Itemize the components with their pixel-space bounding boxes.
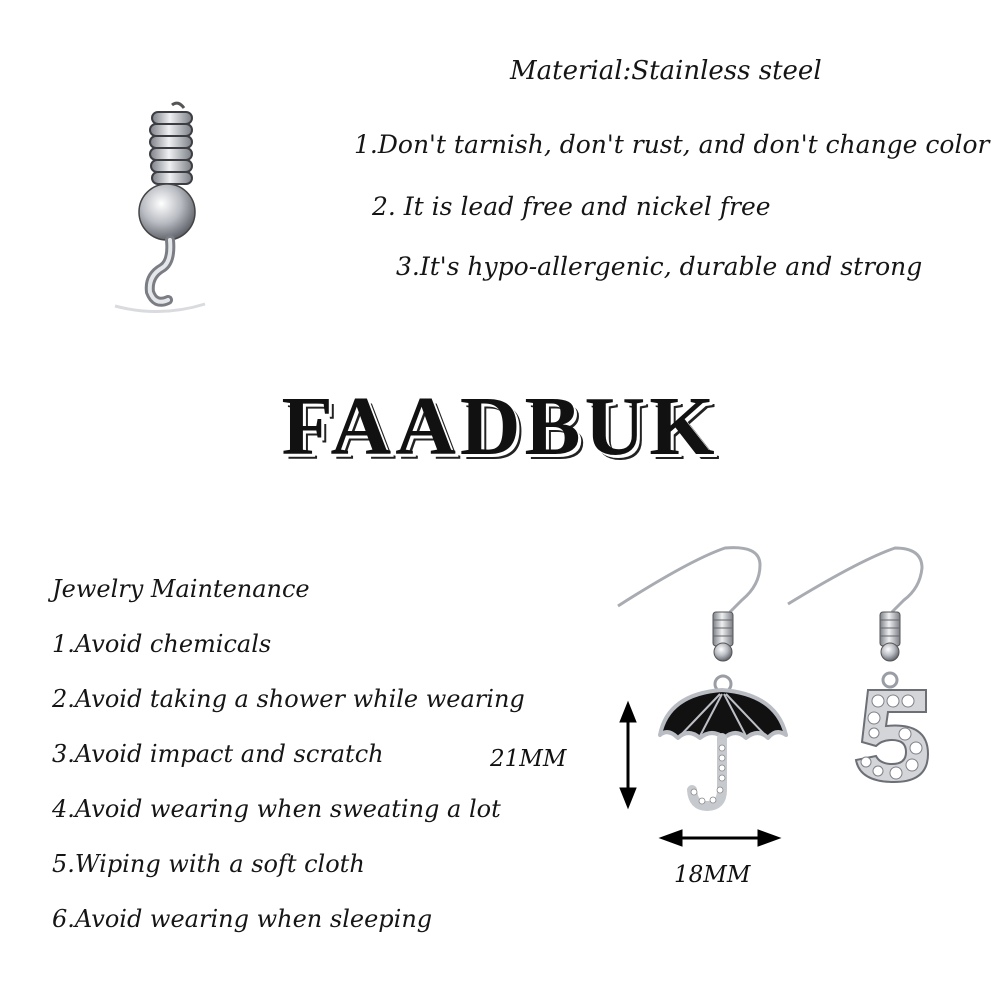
height-dimension-arrow — [620, 702, 636, 808]
umbrella-earring-icon — [618, 548, 786, 806]
maintenance-item: 6.Avoid wearing when sleeping — [52, 905, 433, 933]
brand-logo: FAADBUK — [281, 380, 719, 473]
maintenance-item: 1.Avoid chemicals — [52, 630, 272, 658]
maintenance-item: 3.Avoid impact and scratch — [52, 740, 384, 768]
ear-hook-closeup-icon — [115, 103, 205, 311]
number-5-earring-icon — [788, 548, 928, 782]
material-title: Material:Stainless steel — [510, 56, 822, 86]
width-dimension-label: 18MM — [674, 862, 751, 888]
maintenance-item: 5.Wiping with a soft cloth — [52, 850, 365, 878]
maintenance-item: 2.Avoid taking a shower while wearing — [52, 685, 525, 713]
maintenance-item: 4.Avoid wearing when sweating a lot — [52, 795, 501, 823]
feature-item: 1.Don't tarnish, don't rust, and don't change color — [354, 130, 990, 159]
width-dimension-arrow — [660, 830, 780, 846]
feature-item: 2. It is lead free and nickel free — [372, 192, 771, 221]
feature-item: 3.It's hypo-allergenic, durable and strong — [396, 252, 923, 281]
maintenance-title: Jewelry Maintenance — [52, 575, 310, 603]
height-dimension-label: 21MM — [490, 746, 567, 772]
